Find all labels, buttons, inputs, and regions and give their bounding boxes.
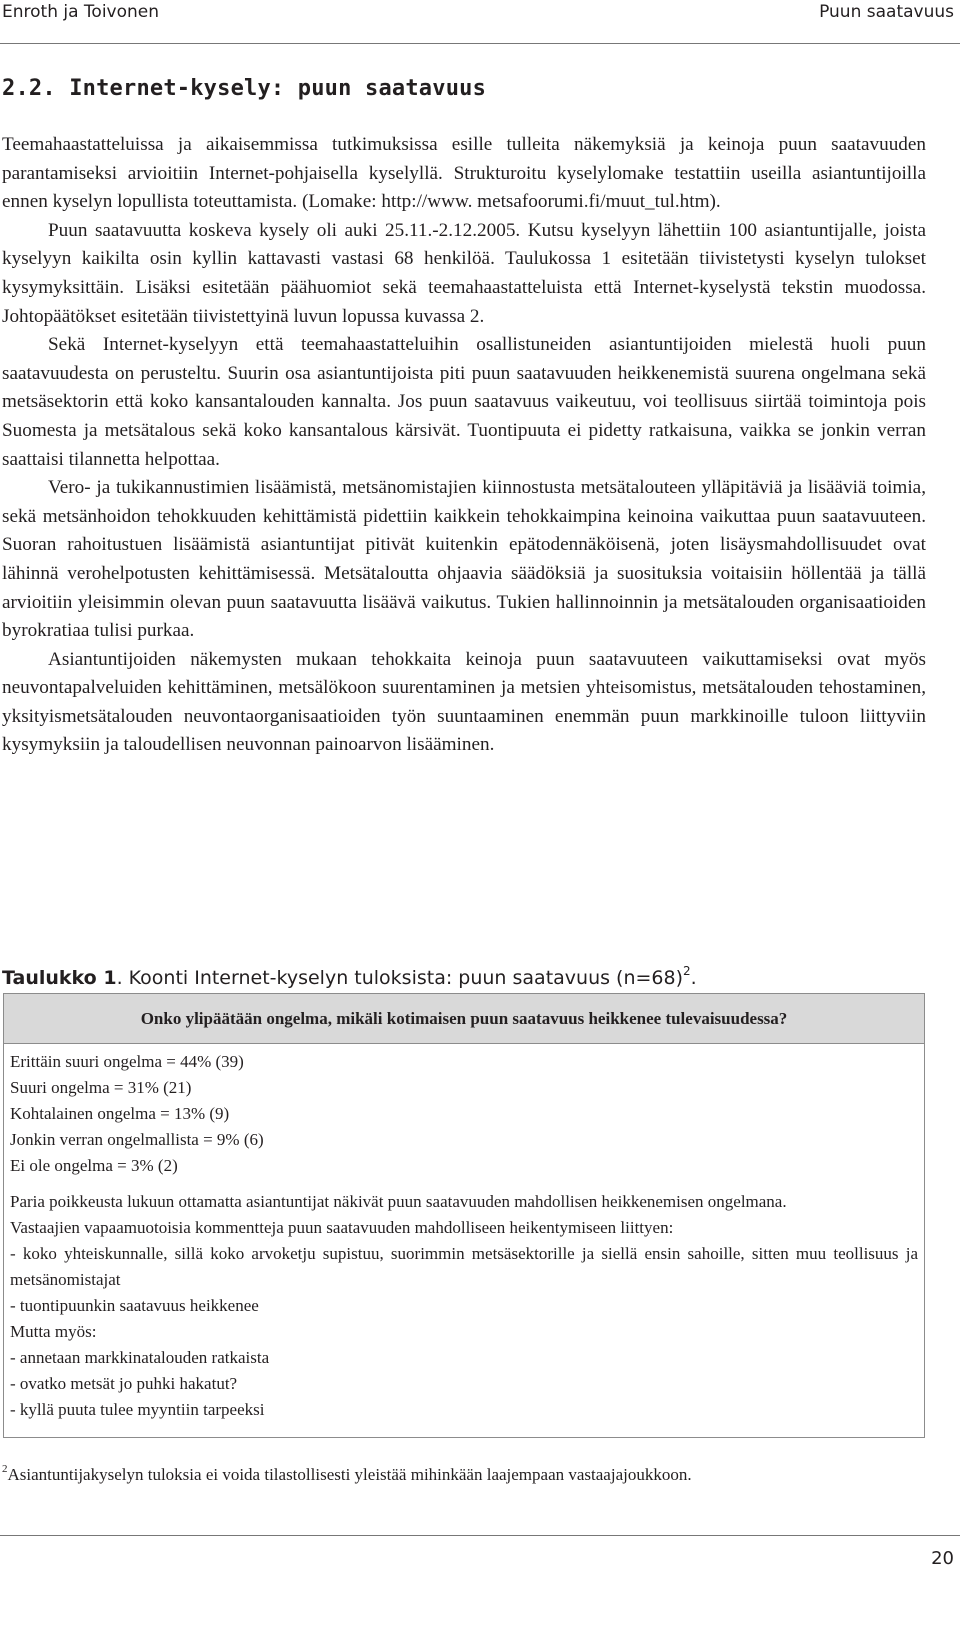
footnote-text: Asiantuntijakyselyn tuloksia ei voida tilastollisesti yleistää mihinkään laajempaan vastaajajoukkoon. xyxy=(7,1465,692,1484)
footnote-marker: 2 xyxy=(2,1463,8,1475)
comment-item: Vastaajien vapaamuotoisia kommentteja puun saatavuuden mahdolliseen heikentymiseen liittyen: xyxy=(10,1218,674,1237)
comment-item: Paria poikkeusta lukuun ottamatta asiantuntijat näkivät puun saatavuuden mahdollisen heikkenemisen ongelmana. xyxy=(10,1192,787,1211)
table-header xyxy=(4,994,924,1044)
footer-rule xyxy=(0,1535,960,1536)
answer-item: Suuri ongelma = 31% (21) xyxy=(10,1078,192,1097)
comment-item: - koko yhteiskunnalle, sillä koko arvoketju supistuu, suorimmin metsäsektorille ja siellä ensin sahoille, sitten muu teollisuus ja metsänomistajat xyxy=(10,1244,918,1289)
answer-item: Ei ole ongelma = 3% (2) xyxy=(10,1156,178,1175)
table-caption-text: . Koonti Internet-kyselyn tuloksista: puun saatavuus (n=68) xyxy=(116,967,684,989)
footnote xyxy=(2,1463,692,1485)
page-number: 20 xyxy=(931,1548,954,1569)
running-header xyxy=(2,0,954,26)
table-body xyxy=(4,1044,924,1423)
header-title: Puun saatavuus xyxy=(819,2,954,22)
body-text xyxy=(2,131,926,760)
answer-item: Kohtalainen ongelma = 13% (9) xyxy=(10,1104,230,1123)
paragraph: Sekä Internet-kyselyyn että teemahaastatteluihin osallistuneiden asiantuntijoiden mielestä huoli puun saatavuudesta on perusteltu. Suurin osa asiantuntijoista piti puun saatavuuden heikkenemistä suurena ongelmana sekä metsäsektorin että koko kansantalouden kannalta. Jos puun saatavuus vaikeutuu, voi teollisuus siirtää toimintoja pois Suomesta ja metsätalous sekä koko kansantalous kärsivät. Tuontipuuta ei pidetty ratkaisuna, vaikka se jonkin verran saattaisi tilannetta helpottaa. xyxy=(2,334,926,470)
paragraph: Teemahaastatteluissa ja aikaisemmissa tutkimuksissa esille tulleita näkemyksiä ja keinoja puun saatavuuden parantamiseksi arvioitiin Internet-pohjaisella kyselyllä. Strukturoitu kyselylomake testattiin useilla asiantuntijoilla ennen kyselyn lopullista toteuttamista. (Lomake: http://www. metsafoorumi.fi/muut_tul.htm). xyxy=(2,134,926,213)
comment-item: - ovatko metsät jo puhki hakatut? xyxy=(10,1374,238,1393)
paragraph: Asiantuntijoiden näkemysten mukaan tehokkaita keinoja puun saatavuuteen vaikuttamiseksi ovat myös neuvontapalveluiden kehittäminen, metsälökoon suurentaminen ja metsien yhteisomistus, metsätalouden tehostaminen, yksityismetsätalouden neuvontaorganisaatioiden työn suuntaaminen enemmän puun markkinoille tuloon liittyviin kysymyksiin ja taloudellisen neuvonnan painoarvon lisääminen. xyxy=(2,648,926,756)
results-table xyxy=(3,993,925,1438)
answer-item: Erittäin suuri ongelma = 44% (39) xyxy=(10,1052,244,1071)
header-rule xyxy=(0,43,960,44)
header-authors: Enroth ja Toivonen xyxy=(2,2,160,22)
answer-item: Jonkin verran ongelmallista = 9% (6) xyxy=(10,1130,264,1149)
paragraph: Puun saatavuutta koskeva kysely oli auki 25.11.-2.12.2005. Kutsu kyselyyn lähettiin 100 asiantuntijalle, joista kyselyyn kaikilta osin kyllin kattavasti vastasi 68 henkilöä. Taulukossa 1 esitetään tiivistetysti kyselyn tulokset kysymyksittäin. Lisäksi esitetään päähuomiot sekä teemahaastatteluista että Internet-kyselystä tekstin muodossa. Johtopäätökset esitetään tiivistettyinä luvun lopussa kuvassa 2. xyxy=(2,219,926,327)
table-caption-end: . xyxy=(690,967,697,989)
table-caption xyxy=(2,964,697,989)
comment-item: - annetaan markkinatalouden ratkaista xyxy=(10,1348,270,1367)
paragraph: Vero- ja tukikannustimien lisäämistä, metsänomistajien kiinnostusta metsätalouteen ylläpitäviä ja lisääviä toimia, sekä metsänhoidon tehokkuuden kehittämistä pidettiin kaikkein tehokkaimpina keinoina vaikuttaa puun saatavuuteen. Suoran rahoitustuen lisäämistä asiantuntijat pitivät kuitenkin epätodennäköisenä, joten lisäysmahdollisuudet ovat lähinnä verohelpotusten kehittämisessä. Metsätaloutta ohjaavia säädöksiä ja suosituksia voitaisiin höllentää ja tällä arvioitiin yleisimmin olevan puun saatavuutta lisäävä vaikutus. Tukien hallinnoinnin ja metsätalouden organisaatioiden byrokratiaa tulisi purkaa. xyxy=(2,477,926,642)
table-caption-footnote-ref: 2 xyxy=(683,964,691,978)
comment-list xyxy=(10,1189,918,1423)
comment-item: Mutta myös: xyxy=(10,1322,97,1341)
table-caption-label: Taulukko 1 xyxy=(2,967,117,989)
comment-item: - tuontipuunkin saatavuus heikkenee xyxy=(10,1296,259,1315)
table-question: Onko ylipäätään ongelma, mikäli kotimaisen puun saatavuus heikkenee tulevaisuudessa? xyxy=(140,1008,788,1028)
comment-item: - kyllä puuta tulee myyntiin tarpeeksi xyxy=(10,1400,265,1419)
answer-list xyxy=(10,1049,918,1179)
section-heading: 2.2. Internet-kysely: puun saatavuus xyxy=(2,76,487,101)
